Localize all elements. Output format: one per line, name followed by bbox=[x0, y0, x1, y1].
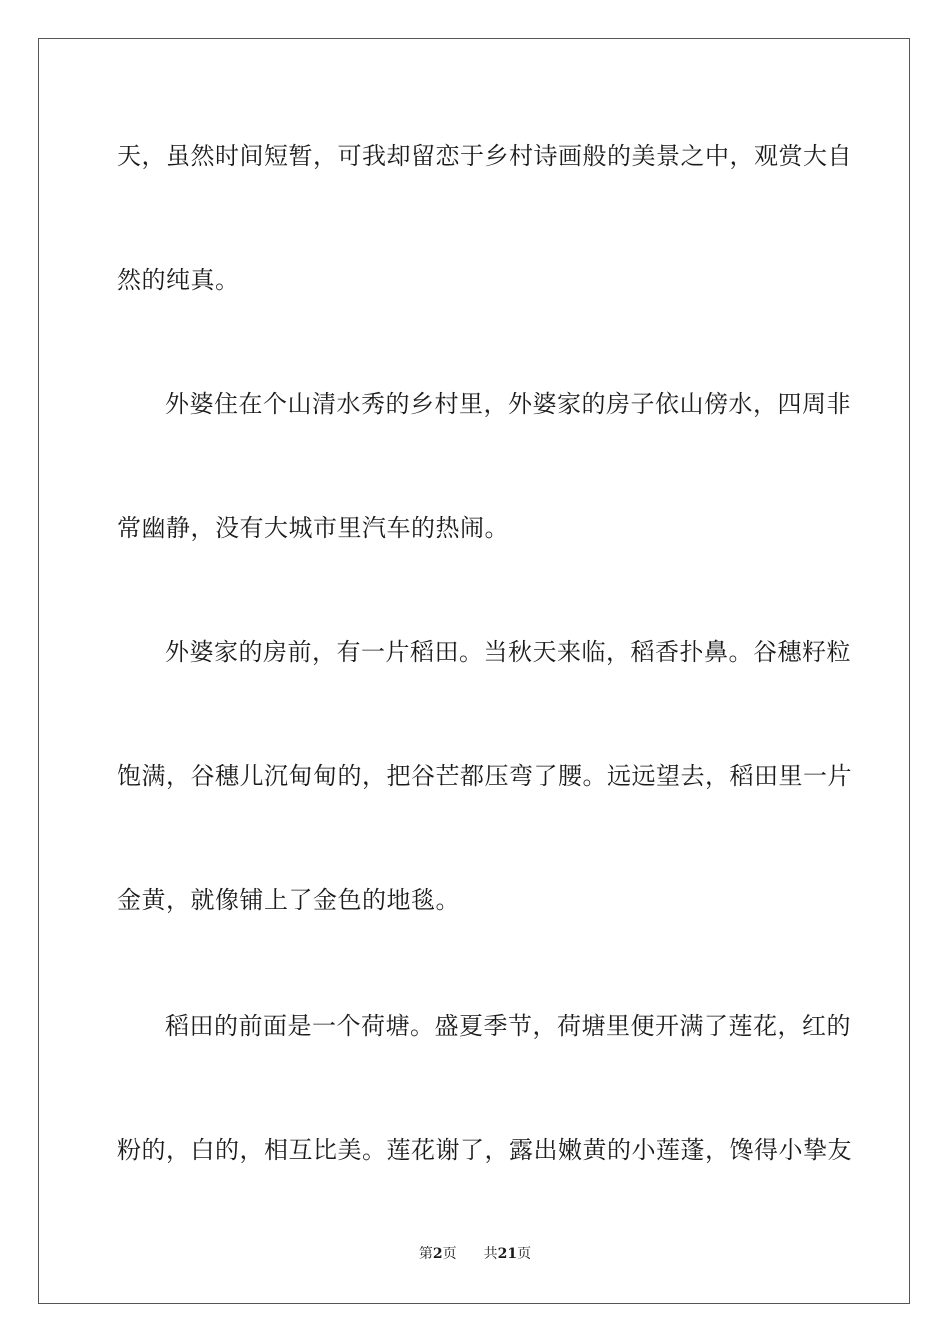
footer-page-suffix: 页 bbox=[442, 1246, 457, 1262]
text-line: 粉的，白的，相互比美。莲花谢了，露出嫩黄的小莲蓬，馋得小挚友 bbox=[117, 1136, 852, 1164]
page-footer bbox=[0, 1244, 950, 1264]
text-line-indented: 稻田的前面是一个荷塘。盛夏季节，荷塘里便开满了莲花，红的 bbox=[165, 1012, 851, 1040]
footer-page-number: 2 bbox=[432, 1246, 443, 1262]
text-line: 饱满，谷穗儿沉甸甸的，把谷芒都压弯了腰。远远望去，稻田里一片 bbox=[117, 762, 852, 790]
text-line: 金黄，就像铺上了金色的地毯。 bbox=[117, 886, 460, 914]
text-line-indented: 外婆家的房前，有一片稻田。当秋天来临，稻香扑鼻。谷穗籽粒 bbox=[165, 638, 851, 666]
text-line: 天，虽然时间短暂，可我却留恋于乡村诗画般的美景之中，观赏大自 bbox=[117, 142, 852, 170]
footer-page-prefix: 第 bbox=[418, 1246, 433, 1262]
footer-total-prefix: 共 bbox=[483, 1246, 498, 1262]
text-line: 然的纯真。 bbox=[117, 266, 240, 294]
footer-total-number: 21 bbox=[497, 1246, 518, 1262]
text-line-indented: 外婆住在个山清水秀的乡村里，外婆家的房子依山傍水，四周非 bbox=[165, 390, 851, 418]
text-line: 常幽静，没有大城市里汽车的热闹。 bbox=[117, 514, 509, 542]
page-border bbox=[38, 38, 910, 1304]
footer-total-suffix: 页 bbox=[517, 1246, 532, 1262]
